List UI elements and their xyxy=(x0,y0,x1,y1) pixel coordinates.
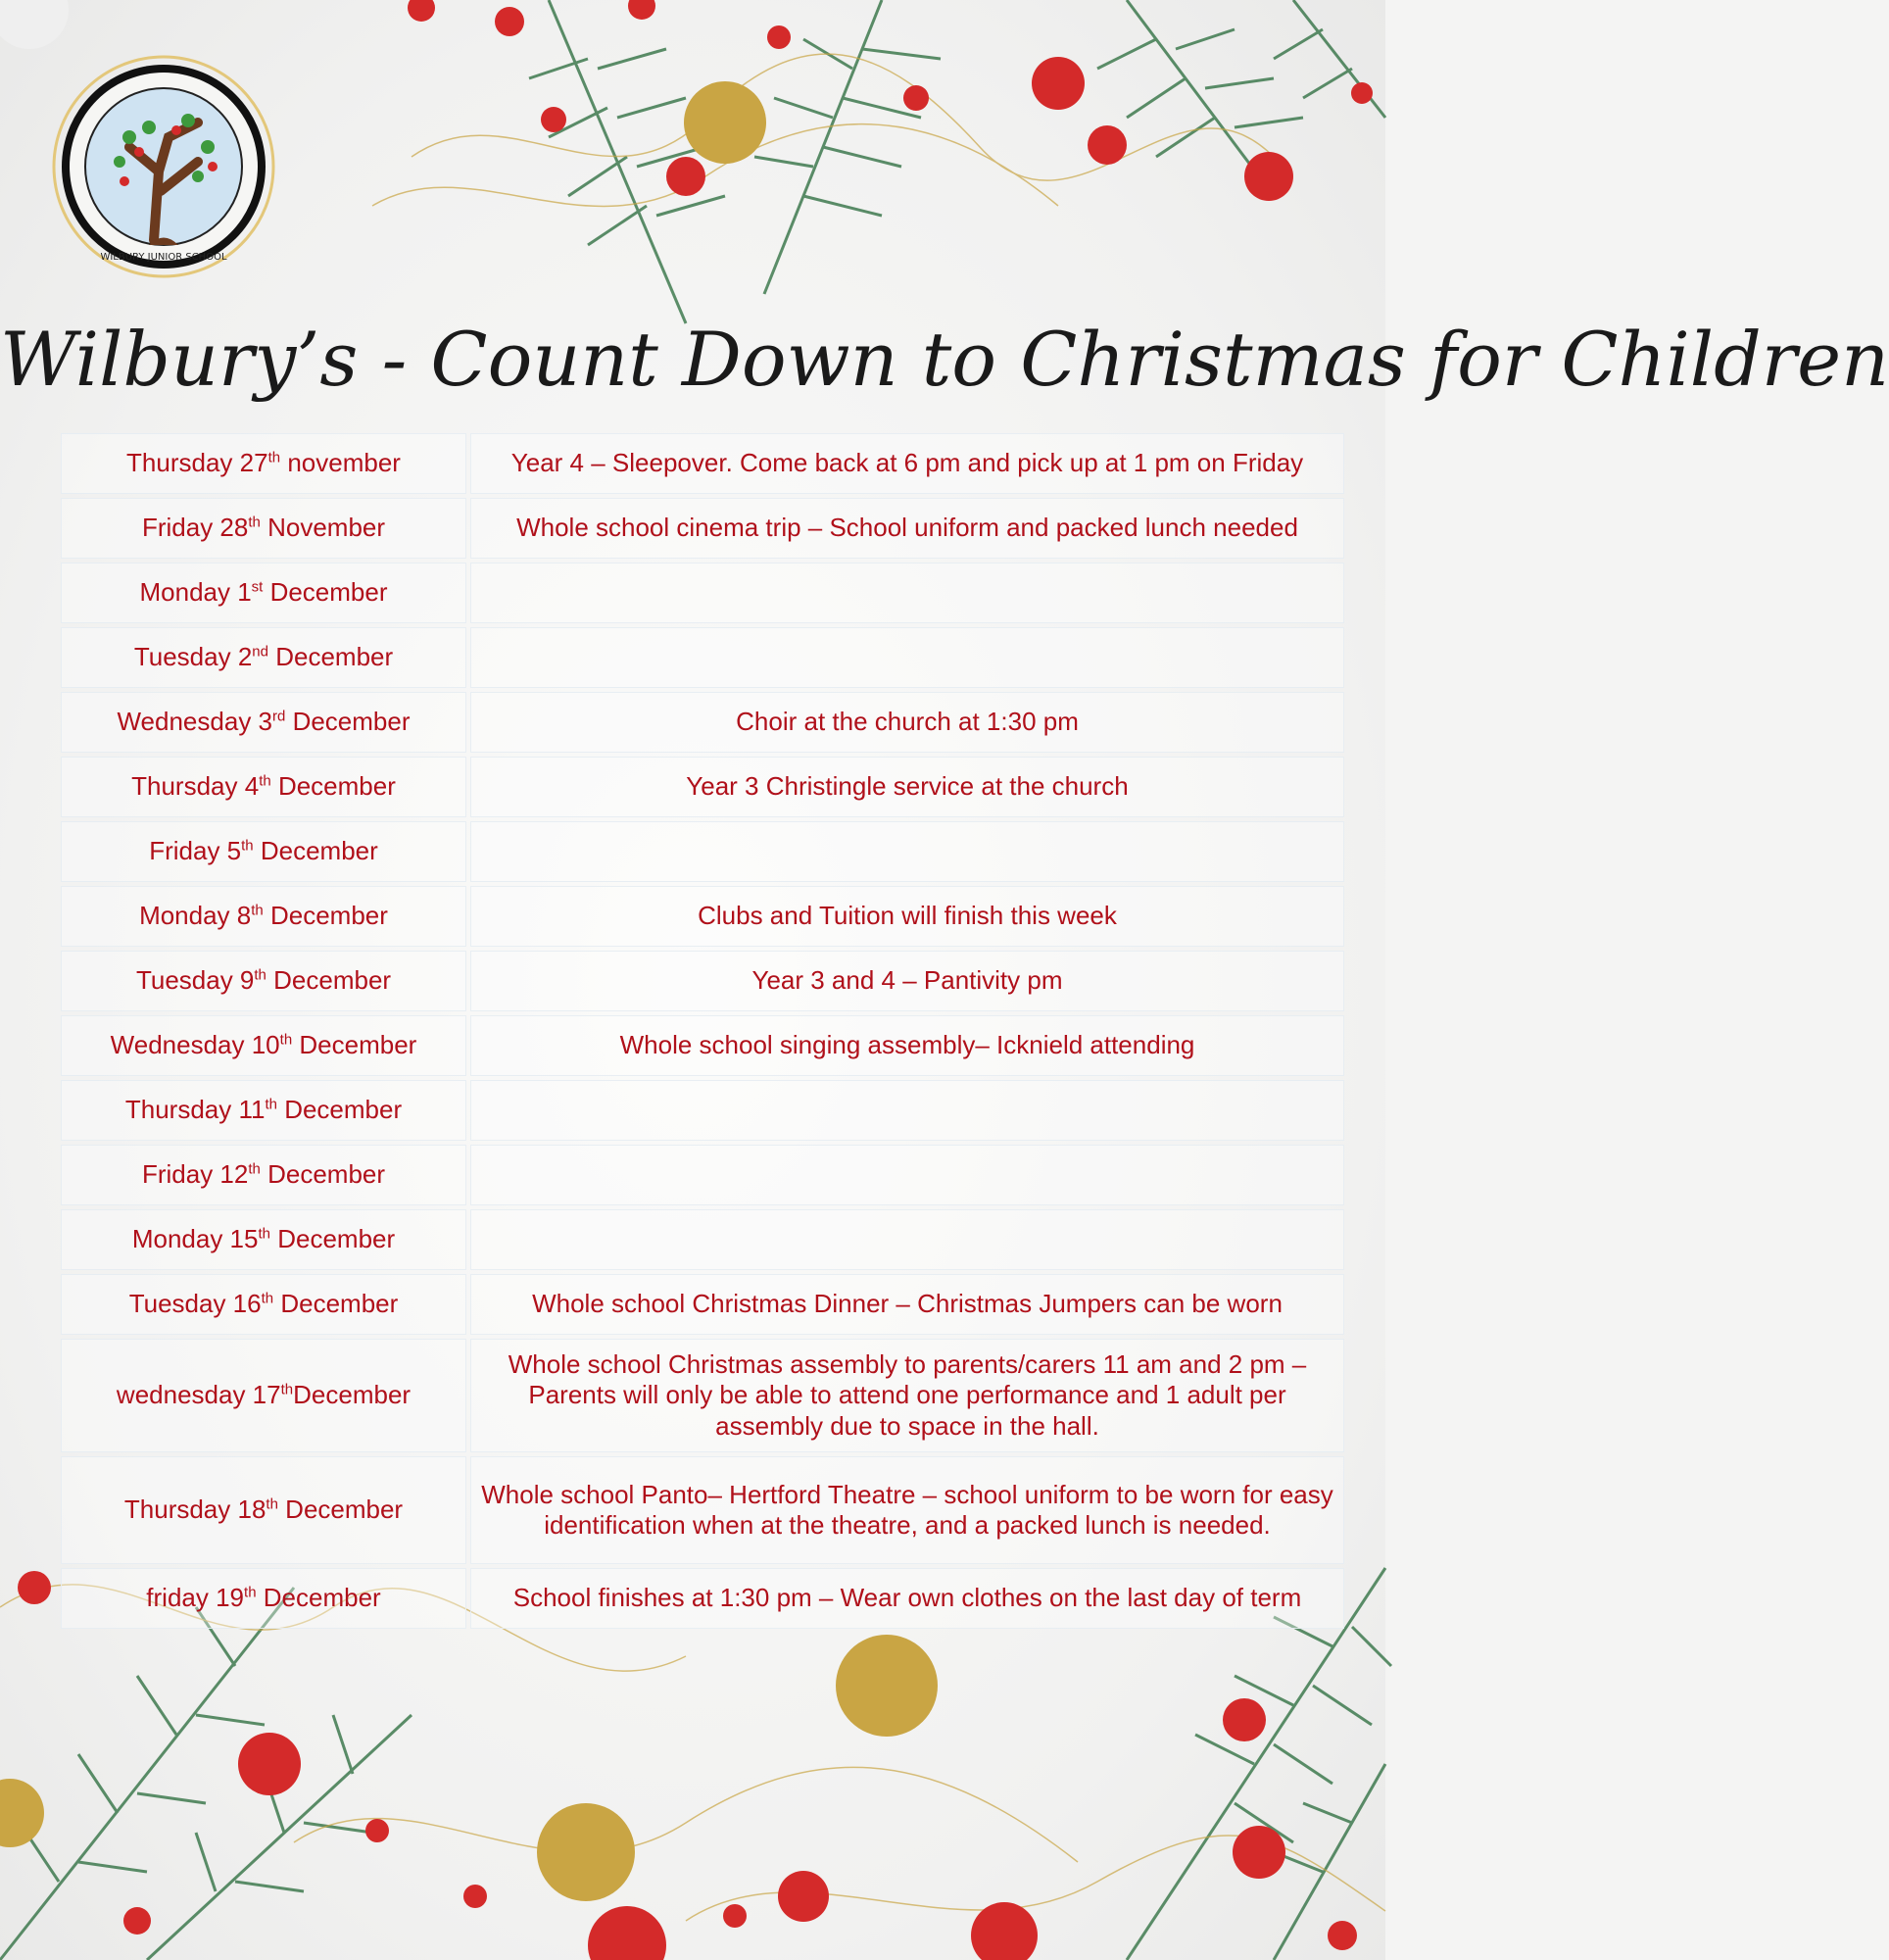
date-day: friday 19 xyxy=(146,1583,245,1613)
date-suffix: th xyxy=(280,1381,294,1398)
date-month: December xyxy=(276,1095,403,1125)
date-suffix: rd xyxy=(272,708,286,725)
table-row xyxy=(61,821,1344,882)
event-cell: Whole school singing assembly– Icknield attending xyxy=(470,1015,1344,1076)
date-day: Monday 15 xyxy=(131,1224,259,1254)
date-cell xyxy=(61,951,466,1011)
date-month: December xyxy=(253,836,378,866)
date-day: Monday 1 xyxy=(139,577,252,608)
date-suffix: th xyxy=(279,1031,293,1049)
date-suffix: th xyxy=(261,1290,274,1307)
date-cell xyxy=(61,627,466,688)
date-cell xyxy=(61,1339,466,1452)
table-row xyxy=(61,951,1344,1011)
date-day: Wednesday 3 xyxy=(117,707,272,737)
school-logo xyxy=(51,54,276,279)
table-row xyxy=(61,757,1344,817)
table-row xyxy=(61,886,1344,947)
date-cell xyxy=(61,692,466,753)
event-cell: Year 3 and 4 – Pantivity pm xyxy=(470,951,1344,1011)
date-month: December xyxy=(292,1030,417,1060)
date-cell xyxy=(61,1145,466,1205)
date-suffix: th xyxy=(259,772,271,790)
date-month: December xyxy=(260,1159,386,1190)
date-suffix: th xyxy=(254,966,266,984)
event-cell: Whole school Christmas assembly to parents/carers 11 am and 2 pm – Parents will only be able to attend one performance and 1 adult per assembly due to space in the hall. xyxy=(470,1339,1344,1452)
date-cell xyxy=(61,821,466,882)
table-row xyxy=(61,563,1344,623)
date-day: Thursday 4 xyxy=(131,771,260,802)
date-day: Thursday 18 xyxy=(123,1494,266,1525)
date-suffix: th xyxy=(248,514,261,531)
table-row xyxy=(61,627,1344,688)
event-cell: Year 4 – Sleepover. Come back at 6 pm and pick up at 1 pm on Friday xyxy=(470,433,1344,494)
countdown-table xyxy=(57,429,1348,1633)
date-month: December xyxy=(266,965,392,996)
date-cell xyxy=(61,1015,466,1076)
table-row xyxy=(61,433,1344,494)
table-row xyxy=(61,1274,1344,1335)
date-suffix: th xyxy=(267,449,281,466)
date-cell xyxy=(61,1274,466,1335)
event-cell xyxy=(470,627,1344,688)
date-month: December xyxy=(263,577,388,608)
event-cell xyxy=(470,1145,1344,1205)
event-cell: Choir at the church at 1:30 pm xyxy=(470,692,1344,753)
date-day: Monday 8 xyxy=(139,901,252,931)
event-cell: Whole school Panto– Hertford Theatre – school uniform to be worn for easy identification when at the theatre, and a packed lunch is needed. xyxy=(470,1456,1344,1564)
table-row xyxy=(61,1568,1344,1629)
date-suffix: th xyxy=(251,902,264,919)
date-suffix: th xyxy=(265,1096,277,1113)
date-cell xyxy=(61,886,466,947)
date-suffix: th xyxy=(248,1160,261,1178)
date-month: December xyxy=(256,1583,381,1613)
date-cell xyxy=(61,498,466,559)
date-suffix: th xyxy=(241,837,254,855)
school-logo-text: WILBURY JUNIOR SCHOOL xyxy=(100,252,227,263)
date-cell xyxy=(61,1568,466,1629)
date-month: november xyxy=(280,448,401,478)
date-cell xyxy=(61,1080,466,1141)
table-row xyxy=(61,1015,1344,1076)
page-title: Wilbury’s - Count Down to Christmas for Children xyxy=(0,316,1889,403)
date-month: December xyxy=(267,642,394,672)
date-month: December xyxy=(270,1224,396,1254)
date-day: Thursday 27 xyxy=(126,448,268,478)
date-day: Tuesday 9 xyxy=(135,965,255,996)
date-cell xyxy=(61,1209,466,1270)
date-month: December xyxy=(273,1289,399,1319)
event-cell: Year 3 Christingle service at the church xyxy=(470,757,1344,817)
date-month: November xyxy=(260,513,386,543)
event-cell: School finishes at 1:30 pm – Wear own clothes on the last day of term xyxy=(470,1568,1344,1629)
event-cell: Whole school cinema trip – School uniform and packed lunch needed xyxy=(470,498,1344,559)
date-month: December xyxy=(293,1380,412,1410)
date-day: wednesday 17 xyxy=(116,1380,281,1410)
date-day: Tuesday 16 xyxy=(128,1289,262,1319)
date-suffix: th xyxy=(258,1225,270,1243)
date-cell xyxy=(61,433,466,494)
date-suffix: nd xyxy=(252,643,268,661)
table-row xyxy=(61,1339,1344,1452)
date-suffix: th xyxy=(266,1495,278,1513)
date-month: December xyxy=(270,771,396,802)
date-cell xyxy=(61,757,466,817)
event-cell: Whole school Christmas Dinner – Christmas Jumpers can be worn xyxy=(470,1274,1344,1335)
date-day: Friday 5 xyxy=(149,836,242,866)
date-month: December xyxy=(263,901,388,931)
table-row xyxy=(61,1080,1344,1141)
event-cell: Clubs and Tuition will finish this week xyxy=(470,886,1344,947)
event-cell xyxy=(470,563,1344,623)
event-cell xyxy=(470,1209,1344,1270)
date-day: Thursday 11 xyxy=(124,1095,266,1125)
date-day: Tuesday 2 xyxy=(133,642,253,672)
date-suffix: st xyxy=(251,578,264,596)
event-cell xyxy=(470,821,1344,882)
date-day: Wednesday 10 xyxy=(110,1030,280,1060)
table-row xyxy=(61,1145,1344,1205)
date-day: Friday 28 xyxy=(141,513,249,543)
date-cell xyxy=(61,1456,466,1564)
table-row xyxy=(61,1209,1344,1270)
table-row xyxy=(61,1456,1344,1564)
table-row xyxy=(61,498,1344,559)
date-cell xyxy=(61,563,466,623)
date-month: December xyxy=(277,1494,404,1525)
date-day: Friday 12 xyxy=(141,1159,249,1190)
date-month: December xyxy=(285,707,411,737)
date-suffix: th xyxy=(244,1584,257,1601)
table-row xyxy=(61,692,1344,753)
event-cell xyxy=(470,1080,1344,1141)
